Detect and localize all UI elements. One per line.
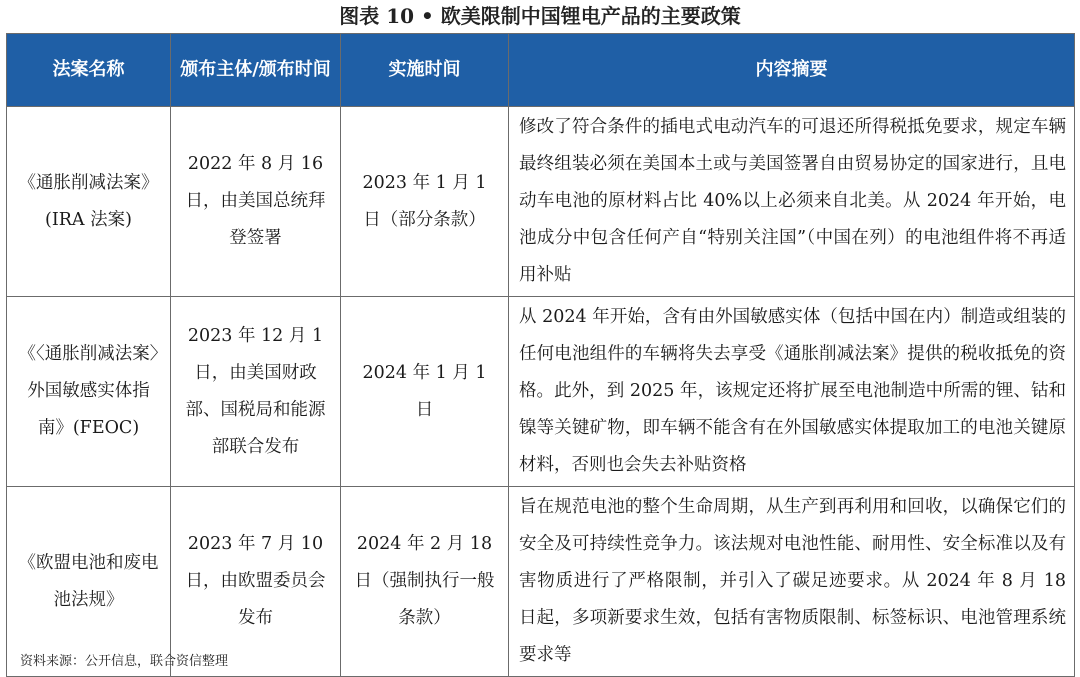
table-row xyxy=(7,297,1075,487)
law-name-cell: 《〈通胀削减法案〉外国敏感实体指南》(FEOC) xyxy=(7,297,171,487)
policy-table xyxy=(6,33,1075,677)
issuer-cell: 2023 年 7 月 10 日，由欧盟委员会发布 xyxy=(171,487,341,677)
header-law-name: 法案名称 xyxy=(7,34,171,107)
issuer-cell: 2022 年 8 月 16 日，由美国总统拜登签署 xyxy=(171,107,341,297)
figure-title: 图表 10 • 欧美限制中国锂电产品的主要政策 xyxy=(339,4,741,28)
summary-cell: 从 2024 年开始，含有由外国敏感实体（包括中国在内）制造或组装的任何电池组件的车辆将失去享受《通胀削减法案》提供的税收抵免的资格。此外，到 2025 年，该规定还将扩展至电池制造中所需的锂、钴和镍等关键矿物，即车辆不能含有在外国敏感实体提取加工的电池关键原材料，否则也会失去补贴资格 xyxy=(509,297,1075,487)
law-name-cell: 《欧盟电池和废电池法规》 xyxy=(7,487,171,677)
table-row xyxy=(7,487,1075,677)
effective-date-cell: 2023 年 1 月 1 日（部分条款） xyxy=(341,107,509,297)
effective-date-cell: 2024 年 2 月 18 日（强制执行一般条款） xyxy=(341,487,509,677)
table-header-row xyxy=(7,34,1075,107)
source-note: 资料来源：公开信息，联合资信整理 xyxy=(20,654,229,669)
issuer-cell: 2023 年 12 月 1 日，由美国财政部、国税局和能源部联合发布 xyxy=(171,297,341,487)
header-effective-date: 实施时间 xyxy=(341,34,509,107)
header-issuer-date: 颁布主体/颁布时间 xyxy=(171,34,341,107)
summary-cell: 旨在规范电池的整个生命周期，从生产到再利用和回收，以确保它们的安全及可持续性竞争力。该法规对电池性能、耐用性、安全标准以及有害物质进行了严格限制，并引入了碳足迹要求。从 2024 年 8 月 18 日起，多项新要求生效，包括有害物质限制、标签标识、电池管理系统要求等 xyxy=(509,487,1075,677)
table-row xyxy=(7,107,1075,297)
header-summary: 内容摘要 xyxy=(509,34,1075,107)
law-name-cell: 《通胀削减法案》(IRA 法案) xyxy=(7,107,171,297)
summary-cell: 修改了符合条件的插电式电动汽车的可退还所得税抵免要求，规定车辆最终组装必须在美国本土或与美国签署自由贸易协定的国家进行，且电动车电池的原材料占比 40%以上必须来自北美。从 2024 年开始，电池成分中包含任何产自“特别关注国”（中国在列）的电池组件将不再适用补贴 xyxy=(509,107,1075,297)
effective-date-cell: 2024 年 1 月 1 日 xyxy=(341,297,509,487)
